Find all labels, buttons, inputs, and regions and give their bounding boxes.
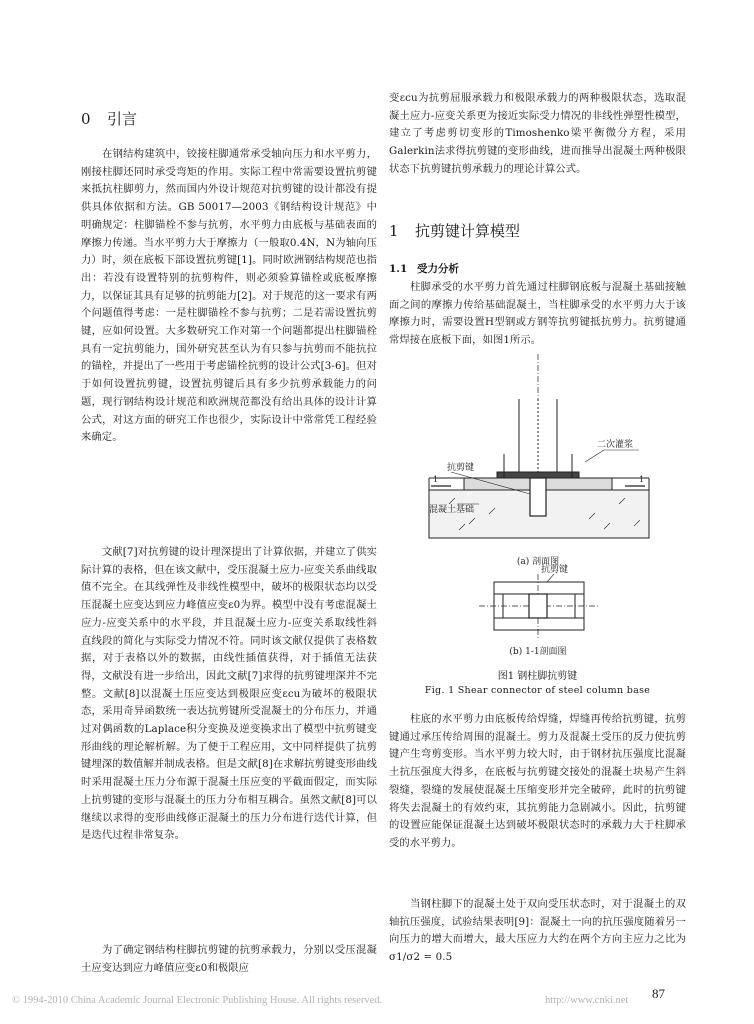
base-plate [497,472,579,478]
paragraph: 在钢结构建筑中，铰接柱脚通常承受轴向压力和水平剪力，刚接柱脚还同时承受弯矩的作用。实际工程中常需要设置抗剪键来抵抗柱脚剪力，然而国内外设计规范对抗剪键的设计都没有提供具体依据和方法。GB 50017—2003《钢结构设计规范》中明确规定：柱脚锚栓不参与抗剪，水平剪力由底板与基础表面的摩擦力传递。当水平剪力大于摩擦力（一般取0.4N，N为轴向压力）时，须在底板下部设置抗剪键[1]。同时欧洲钢结构规范也指出：若没有设置特别的抗剪构件，则必须验算锚栓或底板摩擦力，以保证其具有足够的抗剪能力[2]。对于规范的这一要求有两个问题值得考虑：一是柱脚锚栓不参与抗剪；二是若需设置抗剪键，应如何设置。大多数研究工作对第一个问题都提出柱脚锚栓具有一定抗剪能力，国外研究甚至认为有只参与抗剪而不能抗拉的锚栓，并提出了一些用于考虑锚栓抗剪的设计公式[3-6]。但对于如何设置抗剪键，设置抗剪键后具有多少抗剪承载能力的问题，现行钢结构设计规范和欧洲规范都没有给出具体的设计计算公式，对这方面的研究工作也很少，实际设计中常常凭工程经验来确定。 [81,148,377,444]
subcaption-b: (b) 1-1剖面图 [509,647,567,657]
section-label-b: 1 [639,475,645,484]
paragraph: 文献[7]对抗剪键的设计理深提出了计算依据，并建立了供实际计算的表格，但在该文献中，受压混凝土应力-应变关系曲线取值不完全。在其线弹性及非线性模型中，破坏的极限状态均以受压混凝土应变达到应力峰值应变ε0为界。模型中没有考虑混凝土应力-应变关系中的水平段，并且混凝土应力-应变关系取线性斜直线段的简化与实际受力情况不符。同时该文献仅提供了表格数据，对于表格以外的数据，由线性插值获得，对于插值无法获得，文献没有进一步给出，因此文献[7]求得的抗剪键埋深并不完整。文献[8]以混凝土压应变达到极限应变εcu为破坏的极限状态，采用奇异函数统一表达抗剪键所受混凝土的分布压力，并通过对偶函数的Laplace积分变换及逆变换求出了模型中抗剪键变形曲线的理论解析解。为了便于工程应用，文中同样提供了抗剪键埋深的数值解并制成表格。但是文献[8]在求解抗剪键变形曲线时采用混凝土压力分布源于混凝土压应变的平截面假定，而实际上抗剪键的变形与混凝土的压力分布相互耦合。虽然文献[8]可以继续以求得的变形曲线修正混凝土的压力分布进行迭代计算，但是迭代过程非常复杂。 [81,546,377,842]
figure-1b-plan-view [479,574,599,639]
footer-url[interactable]: http://www.cnki.net [545,995,629,1006]
shear-key [530,478,546,516]
section-title: 抗剪键计算模型 [415,222,521,240]
section-label-a: 1 [433,475,439,484]
subcaption-a: (a) 剖面图 [516,557,560,567]
subsection-heading-1-1 [389,261,459,276]
leader-grout [585,450,604,462]
section-number: 0 [81,110,91,128]
figure-1 [389,354,686,704]
label-grout: 二次灌浆 [597,440,634,450]
subsection-title: 受力分析 [417,263,459,275]
paragraph: 为了确定钢结构柱脚抗剪键的抗剪承载力，分别以受压混凝土应变达到应力峰值应变ε0和极限应 [81,944,377,974]
figure-caption-cn: 图1 钢柱脚抗剪键 [497,671,578,682]
label-concrete: 混凝土基础 [429,505,475,515]
section-heading-1 [389,220,520,241]
label-shear-key-2: 抗剪键 [541,565,569,575]
section-title: 引言 [107,110,138,128]
paragraph: 当钢柱脚下的混凝土处于双向受压状态时，对于混凝土的双轴抗压强度，试验结果表明[9]：混凝土一向的抗压强度随着另一向压力的增大而增大，最大压应力大约在两个方向主应力之比为σ1/σ2 = 0.5 [389,898,686,964]
figure-1-drawing [389,354,686,704]
paragraph: 柱脚承受的水平剪力首先通过柱脚钢底板与混凝土基础接触面之间的摩擦力传给基础混凝土，当柱脚承受的水平剪力大于该摩擦力时，需要设置H型钢或方钢等抗剪键抵抗剪力。抗剪键通常焊接在底板下面，如图1所示。 [389,281,686,347]
section-heading-0 [81,108,137,129]
paragraph: 柱底的水平剪力由底板传给焊缝，焊缝再传给抗剪键，抗剪键通过承压传给周围的混凝土。剪力及混凝土受压的反力使抗剪键产生弯剪变形。当水平剪力较大时，由于钢材抗压强度比混凝土抗压强度大得多，在底板与抗剪键交接处的混凝土块易产生斜裂缝，裂缝的发展使混凝土压缩变形并完全破碎，此时的抗剪键将失去混凝土的有效约束，其抗剪能力急剧减小。因此，抗剪键的设置应能保证混凝土达到破坏极限状态时的承载力大于柱脚承受的水平剪力。 [389,713,686,849]
page-number: 87 [652,986,665,1001]
paragraph: 变εcu为抗剪屈服承载力和极限承载力的两种极限状态，选取混凝土应力-应变关系更为接近实际受力情况的非线性弹塑性模型，建立了考虑剪切变形的Timoshenko梁平衡微分方程，采用Galerkin法求得抗剪键的变形曲线，进而推导出混凝土两种极限状态下抗剪键抗剪承载力的理论计算公式。 [389,92,686,175]
label-shear-key: 抗剪键 [447,463,475,473]
subsection-number: 1.1 [389,263,408,275]
section-number: 1 [389,222,399,240]
copyright-text: © 1994-2010 China Academic Journal Electronic Publishing House. All rights reserved. [12,995,383,1006]
figure-caption-en: Fig. 1 Shear connector of steel column base [424,685,651,696]
plan-shear-key [529,594,547,618]
